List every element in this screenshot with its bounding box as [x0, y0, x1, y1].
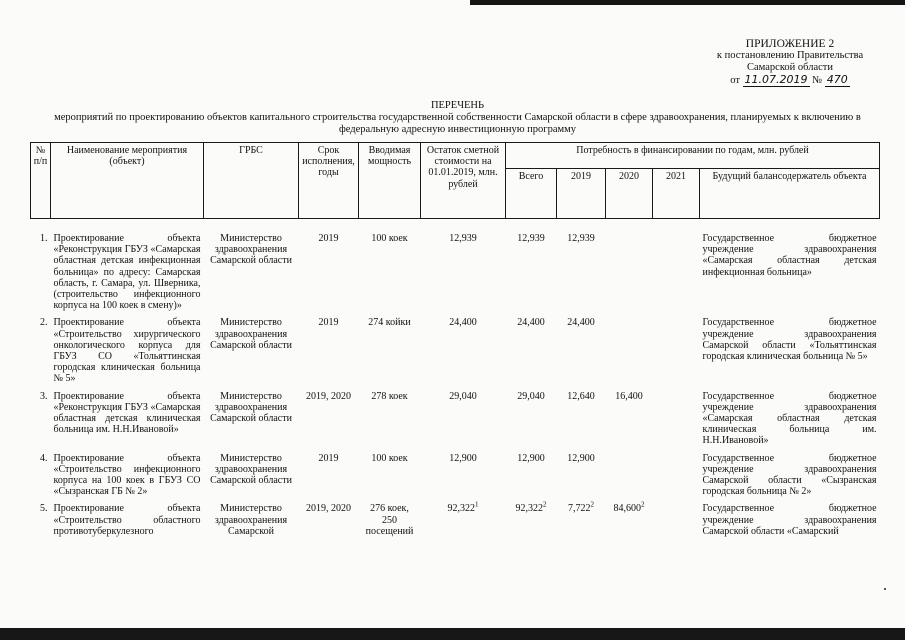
row-total: 29,040: [517, 390, 545, 402]
row-2020: [606, 311, 653, 384]
row-remainder: 12,939: [449, 233, 477, 244]
row-2021: [653, 219, 700, 312]
row-num: 5.: [40, 503, 48, 515]
appendix-line-1: к постановлению Правительства: [716, 50, 864, 61]
row-2020: 16,400: [615, 390, 643, 402]
table-row: [31, 497, 880, 537]
row-capacity: 100 коек: [371, 452, 408, 464]
row-2021: [653, 447, 700, 498]
row-term: 2019: [318, 317, 339, 329]
row-num: 2.: [40, 317, 48, 329]
row-2021: [653, 385, 700, 447]
row-remainder: 92,322$^1$: [447, 501, 479, 515]
row-2020: 84,600$^2$: [613, 501, 645, 515]
header-name: Наименование мероприятия (объект): [51, 143, 204, 219]
appendix-date: 11.07.2019: [744, 73, 808, 86]
row-name: Проектирование объекта «Строительство областного противотуберкулезного: [53, 503, 201, 537]
row-term: 2019, 2020: [306, 503, 351, 515]
row-2019: 12,900: [567, 452, 595, 464]
row-term: 2019: [318, 452, 339, 464]
header-grbs: ГРБС: [204, 143, 299, 219]
row-2021: [653, 311, 700, 384]
row-capacity: 278 коек: [371, 390, 408, 402]
table-row: [31, 447, 880, 498]
appendix-line-2: Самарской области: [747, 62, 833, 73]
header-2021: 2021: [653, 169, 700, 219]
row-2019: 7,722$^2$: [568, 501, 594, 515]
appendix-block: [690, 38, 890, 87]
footnote-mark: 1: [475, 501, 479, 510]
row-grbs: Министерство здравоохранения Самарской области: [210, 317, 292, 351]
document-title-block: [40, 100, 875, 136]
row-total: 12,900: [517, 452, 545, 464]
header-holder: Будущий балансодержатель объекта: [700, 169, 880, 219]
row-grbs: Министерство здравоохранения Самарской области: [210, 390, 292, 425]
row-capacity: 276 коек, 250 посещений: [365, 503, 414, 537]
scan-speck: [884, 588, 886, 590]
row-2019: 24,400: [567, 317, 595, 329]
row-remainder: 29,040: [449, 390, 477, 402]
table-row: [31, 385, 880, 447]
row-name: Проектирование объекта «Строительство хирургического онкологического корпуса для ГБУЗ СО «Тольяттинская городская клиническая больница № 5»: [53, 317, 201, 385]
header-total: Всего: [506, 169, 557, 219]
row-capacity: 274 койки: [368, 317, 411, 329]
table-row: [31, 311, 880, 384]
header-term: Срок исполнения, годы: [299, 143, 359, 219]
row-2019: 12,640: [567, 390, 595, 402]
header-remainder: Остаток сметной стоимости на 01.01.2019, млн. рублей: [421, 143, 506, 219]
row-holder: Государственное бюджетное учреждение здравоохранения Самарской области «Самарский: [702, 503, 877, 537]
row-grbs: Министерство здравоохранения Самарской: [214, 503, 288, 537]
row-total: 92,322$^2$: [515, 501, 547, 515]
table-row: [31, 219, 880, 312]
row-capacity: 100 коек: [371, 233, 408, 244]
row-2021: [653, 497, 700, 537]
row-name: Проектирование объекта «Реконструкция ГБУЗ «Самарская областная детская клиническая больница им. Н.Н.Ивановой»: [53, 390, 201, 436]
appendix-number: 470: [826, 73, 848, 86]
row-term: 2019, 2020: [306, 390, 351, 402]
row-num: 4.: [40, 452, 48, 464]
row-num: 3.: [40, 390, 48, 402]
footnote-mark: 2: [590, 501, 594, 510]
footnote-mark: 2: [641, 501, 645, 510]
footnote-mark: 2: [543, 501, 547, 510]
document-title: ПЕРЕЧЕНЬ: [430, 100, 485, 111]
header-2019: 2019: [557, 169, 606, 219]
row-holder: Государственное бюджетное учреждение здравоохранения «Самарская областная детская клиническая больница им. Н.Н.Ивановой»: [702, 390, 877, 447]
row-holder: Государственное бюджетное учреждение здравоохранения «Самарская областная детская инфекционная больница»: [702, 233, 877, 278]
row-name: Проектирование объекта «Реконструкция ГБУЗ «Самарская областная детская инфекционная больница» по адресу: Самарская область, г. Самара, ул. Шверника, (строительство инфекционного корпуса на 100 коек в смену)»: [53, 233, 201, 312]
row-grbs: Министерство здравоохранения Самарской области: [210, 233, 292, 267]
row-2020: [606, 219, 653, 312]
row-holder: Государственное бюджетное учреждение здравоохранения Самарской области «Тольяттинская городская клиническая больница № 5»: [702, 317, 877, 363]
header-capacity: Вводимая мощность: [359, 143, 421, 219]
row-2019: 12,939: [567, 233, 595, 244]
scan-top-edge: [470, 0, 905, 5]
row-remainder: 24,400: [449, 317, 477, 329]
row-term: 2019: [318, 233, 339, 244]
measures-table: [30, 142, 880, 537]
row-2020: [606, 447, 653, 498]
document-subtitle: мероприятий по проектированию объектов капитального строительства государственной собственности Самарской области в сфере здравоохранения, планируемых к включению в федеральную адресную инвестиционную программу: [54, 112, 861, 135]
header-2020: 2020: [606, 169, 653, 219]
row-holder: Государственное бюджетное учреждение здравоохранения Самарской области «Сызранская городская больница № 2»: [702, 452, 877, 498]
row-total: 24,400: [517, 317, 545, 329]
appendix-date-line: от 11.07.2019 № 470: [730, 73, 848, 86]
row-grbs: Министерство здравоохранения Самарской области: [210, 452, 292, 487]
appendix-title: ПРИЛОЖЕНИЕ 2: [745, 38, 835, 50]
header-financing: Потребность в финансировании по годам, млн. рублей: [506, 143, 880, 169]
row-name: Проектирование объекта «Строительство инфекционного корпуса на 100 коек в ГБУЗ СО «Сызранская ГБ № 2»: [53, 452, 201, 498]
scan-bottom-edge: [0, 628, 905, 640]
row-total: 12,939: [517, 233, 545, 244]
row-num: 1.: [40, 233, 48, 244]
header-num: № п/п: [31, 143, 51, 219]
row-remainder: 12,900: [449, 452, 477, 464]
